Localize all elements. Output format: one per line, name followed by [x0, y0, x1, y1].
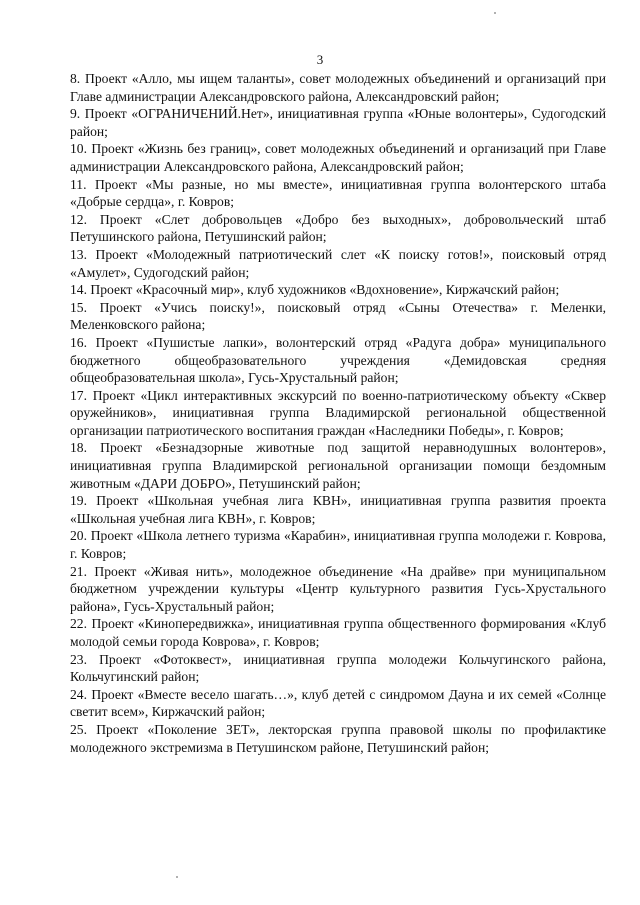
list-item: 18. Проект «Безнадзорные животные под защитой неравнодушных волонтеров», инициативная группа Владимирской региональной организации помощи бездомным животным «ДАРИ ДОБРО», Петушинский район;: [70, 440, 606, 491]
scan-speck: [494, 12, 496, 14]
list-item: 22. Проект «Кинопередвижка», инициативная группа общественного формирования «Клуб молодой семьи города Коврова», г. Ковров;: [70, 616, 606, 649]
scan-speck: [176, 876, 178, 878]
list-item: 17. Проект «Цикл интерактивных экскурсий по военно-патриотическому объекту «Сквер оружейников», инициативная группа Владимирской региональной общественной организации патриотического воспитания граждан «Наследники Победы», г. Ковров;: [70, 387, 606, 438]
list-item: 8. Проект «Алло, мы ищем таланты», совет молодежных объединений и организаций при Главе администрации Александровского района, Александровский район;: [70, 71, 606, 104]
page-number: 3: [316, 52, 324, 67]
list-item: 16. Проект «Пушистые лапки», волонтерский отряд «Радуга добра» муниципального бюджетного общеобразовательного учреждения «Демидовская средняя общеобразовательная школа», Гусь-Хрустальный район;: [70, 334, 606, 386]
list-item: 20. Проект «Школа летнего туризма «Карабин», инициативная группа молодежи г. Коврова, г. Ковров;: [70, 528, 606, 562]
list-item: 21. Проект «Живая нить», молодежное объединение «На драйве» при муниципальном бюджетном учреждении культуры «Центр культурного развития Гусь-Хрустального района», Гусь-Хрустальный район;: [70, 563, 606, 614]
list-item: 14. Проект «Красочный мир», клуб художников «Вдохновение», Киржачский район;: [70, 282, 560, 298]
list-item: 10. Проект «Жизнь без границ», совет молодежных объединений и организаций при Главе администрации Александровского района, Александровский район;: [70, 141, 606, 174]
project-list: [70, 70, 606, 756]
list-item: 25. Проект «Поколение ЗЕТ», лекторская группа правовой школы по профилактике молодежного экстремизма в Петушинском районе, Петушинский район;: [70, 721, 606, 755]
list-item: 23. Проект «Фотоквест», инициативная группа молодежи Кольчугинского района, Кольчугинский район;: [70, 651, 606, 685]
list-item: 19. Проект «Школьная учебная лига КВН», инициативная группа развития проекта «Школьная учебная лига КВН», г. Ковров;: [70, 493, 606, 526]
list-item: 12. Проект «Слет добровольцев «Добро без выходных», добровольческий штаб Петушинского района, Петушинский район;: [70, 211, 606, 245]
list-item: 13. Проект «Молодежный патриотический слет «К поиску готов!», поисковый отряд «Амулет», Судогодский район;: [70, 246, 606, 280]
list-item: 11. Проект «Мы разные, но мы вместе», инициативная группа волонтерского штаба «Добрые сердца», г. Ковров;: [70, 176, 606, 210]
list-item: 24. Проект «Вместе весело шагать…», клуб детей с синдромом Дауна и их семей «Солнце светит всем», Киржачский район;: [70, 686, 606, 720]
list-item: 15. Проект «Учись поиску!», поисковый отряд «Сыны Отечества» г. Меленки, Меленковского района;: [70, 299, 606, 333]
list-item: 9. Проект «ОГРАНИЧЕНИЙ.Нет», инициативная группа «Юные волонтеры», Судогодский район;: [70, 106, 606, 139]
